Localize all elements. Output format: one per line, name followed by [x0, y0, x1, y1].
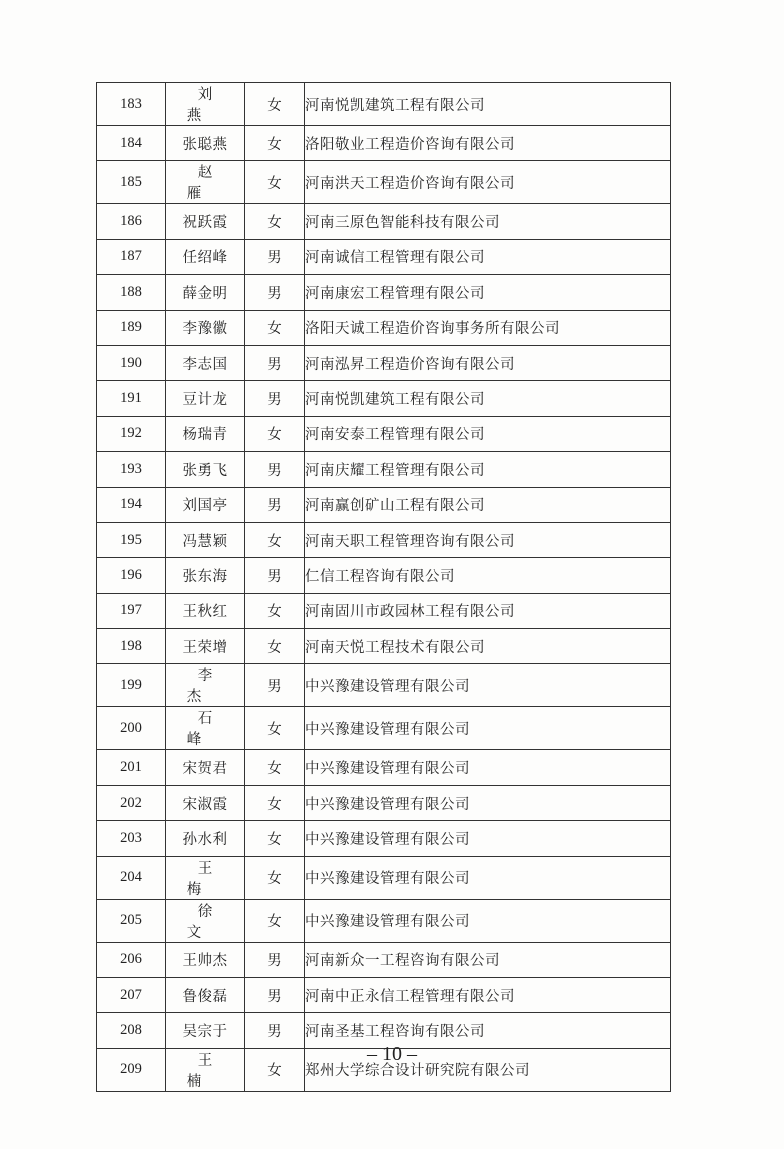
person-name: 张东海 [166, 558, 245, 593]
person-gender: 女 [245, 126, 305, 161]
table-row [97, 83, 671, 126]
company-name: 河南悦凯建筑工程有限公司 [305, 83, 671, 126]
person-gender: 男 [245, 239, 305, 274]
row-number: 204 [97, 856, 166, 899]
table-row [97, 593, 671, 628]
company-name: 河南圣基工程咨询有限公司 [305, 1013, 671, 1048]
row-number: 208 [97, 1013, 166, 1048]
table-row [97, 416, 671, 451]
person-gender: 女 [245, 416, 305, 451]
table-row [97, 750, 671, 785]
table-row [97, 522, 671, 557]
person-gender: 女 [245, 707, 305, 750]
company-name: 中兴豫建设管理有限公司 [305, 785, 671, 820]
row-number: 192 [97, 416, 166, 451]
row-number: 190 [97, 345, 166, 380]
company-name: 河南固川市政园林工程有限公司 [305, 593, 671, 628]
row-number: 207 [97, 978, 166, 1013]
person-name: 李 杰 [166, 664, 245, 707]
person-gender: 女 [245, 821, 305, 856]
company-name: 中兴豫建设管理有限公司 [305, 899, 671, 942]
table-row [97, 381, 671, 416]
person-gender: 男 [245, 1013, 305, 1048]
person-name: 张聪燕 [166, 126, 245, 161]
person-name: 刘国亭 [166, 487, 245, 522]
row-number: 194 [97, 487, 166, 522]
person-name: 杨瑞青 [166, 416, 245, 451]
row-number: 203 [97, 821, 166, 856]
company-name: 河南赢创矿山工程有限公司 [305, 487, 671, 522]
company-name: 中兴豫建设管理有限公司 [305, 707, 671, 750]
company-name: 郑州大学综合设计研究院有限公司 [305, 1048, 671, 1091]
person-gender: 男 [245, 275, 305, 310]
row-number: 188 [97, 275, 166, 310]
row-number: 202 [97, 785, 166, 820]
table-row [97, 785, 671, 820]
person-name: 赵 雁 [166, 161, 245, 204]
person-name: 王 梅 [166, 856, 245, 899]
person-gender: 女 [245, 899, 305, 942]
person-gender: 女 [245, 1048, 305, 1091]
company-name: 河南三原色智能科技有限公司 [305, 204, 671, 239]
person-name: 鲁俊磊 [166, 978, 245, 1013]
person-name: 祝跃霞 [166, 204, 245, 239]
person-name: 孙水利 [166, 821, 245, 856]
row-number: 189 [97, 310, 166, 345]
person-gender: 女 [245, 785, 305, 820]
row-number: 205 [97, 899, 166, 942]
person-gender: 女 [245, 593, 305, 628]
table-row [97, 275, 671, 310]
row-number: 206 [97, 942, 166, 977]
person-name: 薛金明 [166, 275, 245, 310]
person-name: 王 楠 [166, 1048, 245, 1091]
table-row [97, 310, 671, 345]
row-number: 199 [97, 664, 166, 707]
person-gender: 女 [245, 856, 305, 899]
person-name: 王秋红 [166, 593, 245, 628]
row-number: 187 [97, 239, 166, 274]
row-number: 209 [97, 1048, 166, 1091]
person-gender: 女 [245, 629, 305, 664]
company-name: 河南安泰工程管理有限公司 [305, 416, 671, 451]
person-gender: 男 [245, 487, 305, 522]
person-gender: 男 [245, 942, 305, 977]
row-number: 184 [97, 126, 166, 161]
row-number: 201 [97, 750, 166, 785]
person-gender: 女 [245, 204, 305, 239]
person-gender: 女 [245, 310, 305, 345]
row-number: 200 [97, 707, 166, 750]
company-name: 河南中正永信工程管理有限公司 [305, 978, 671, 1013]
person-name: 李志国 [166, 345, 245, 380]
person-name: 宋淑霞 [166, 785, 245, 820]
person-name: 豆计龙 [166, 381, 245, 416]
personnel-table [96, 82, 671, 1092]
person-gender: 男 [245, 381, 305, 416]
person-name: 徐 文 [166, 899, 245, 942]
company-name: 河南康宏工程管理有限公司 [305, 275, 671, 310]
row-number: 193 [97, 452, 166, 487]
table-row [97, 821, 671, 856]
table-row [97, 345, 671, 380]
company-name: 中兴豫建设管理有限公司 [305, 856, 671, 899]
company-name: 中兴豫建设管理有限公司 [305, 664, 671, 707]
person-gender: 女 [245, 522, 305, 557]
row-number: 185 [97, 161, 166, 204]
person-name: 张勇飞 [166, 452, 245, 487]
person-name: 宋贺君 [166, 750, 245, 785]
company-name: 中兴豫建设管理有限公司 [305, 821, 671, 856]
table-row [97, 204, 671, 239]
company-name: 河南天职工程管理咨询有限公司 [305, 522, 671, 557]
company-name: 河南悦凯建筑工程有限公司 [305, 381, 671, 416]
company-name: 河南天悦工程技术有限公司 [305, 629, 671, 664]
person-gender: 男 [245, 664, 305, 707]
row-number: 183 [97, 83, 166, 126]
person-name: 李豫徽 [166, 310, 245, 345]
person-gender: 男 [245, 345, 305, 380]
person-gender: 女 [245, 83, 305, 126]
company-name: 仁信工程咨询有限公司 [305, 558, 671, 593]
company-name: 河南泓昇工程造价咨询有限公司 [305, 345, 671, 380]
table-row [97, 629, 671, 664]
person-gender: 男 [245, 558, 305, 593]
person-gender: 男 [245, 978, 305, 1013]
person-name: 任绍峰 [166, 239, 245, 274]
page-number: – 10 – [367, 1043, 417, 1065]
row-number: 186 [97, 204, 166, 239]
row-number: 195 [97, 522, 166, 557]
person-name: 吴宗于 [166, 1013, 245, 1048]
table-row [97, 899, 671, 942]
row-number: 196 [97, 558, 166, 593]
row-number: 191 [97, 381, 166, 416]
row-number: 197 [97, 593, 166, 628]
table-row [97, 487, 671, 522]
row-number: 198 [97, 629, 166, 664]
person-name: 刘 燕 [166, 83, 245, 126]
company-name: 河南洪天工程造价咨询有限公司 [305, 161, 671, 204]
table-row [97, 942, 671, 977]
table-row [97, 126, 671, 161]
company-name: 洛阳天诚工程造价咨询事务所有限公司 [305, 310, 671, 345]
person-gender: 女 [245, 161, 305, 204]
person-name: 冯慧颖 [166, 522, 245, 557]
table-row [97, 664, 671, 707]
table-row [97, 978, 671, 1013]
table-row [97, 239, 671, 274]
company-name: 河南诚信工程管理有限公司 [305, 239, 671, 274]
person-gender: 女 [245, 750, 305, 785]
table-row [97, 161, 671, 204]
table-row [97, 452, 671, 487]
company-name: 河南庆耀工程管理有限公司 [305, 452, 671, 487]
company-name: 河南新众一工程咨询有限公司 [305, 942, 671, 977]
company-name: 中兴豫建设管理有限公司 [305, 750, 671, 785]
person-name: 石 峰 [166, 707, 245, 750]
company-name: 洛阳敬业工程造价咨询有限公司 [305, 126, 671, 161]
table-row [97, 558, 671, 593]
person-name: 王荣增 [166, 629, 245, 664]
person-name: 王帅杰 [166, 942, 245, 977]
personnel-table-body [97, 83, 671, 1092]
table-row [97, 707, 671, 750]
table-row [97, 856, 671, 899]
person-gender: 男 [245, 452, 305, 487]
